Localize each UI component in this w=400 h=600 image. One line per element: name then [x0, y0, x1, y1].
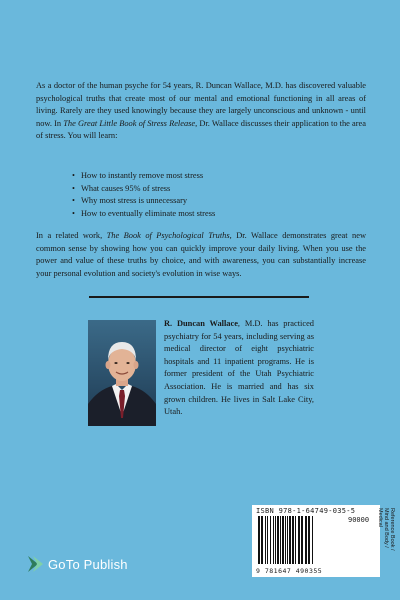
publisher-arrow-icon [24, 554, 44, 574]
isbn-label: ISBN 978-1-64749-035-5 [256, 507, 356, 515]
barcode-bar [265, 516, 266, 564]
barcode-bar [270, 516, 271, 564]
category-line: Reference Book / [389, 508, 395, 551]
learning-list-item: • How to eventually eliminate most stress [72, 208, 362, 221]
barcode-bar [282, 516, 284, 564]
learning-list-item: • How to instantly remove most stress [72, 170, 362, 183]
barcode-bar [312, 516, 313, 564]
learning-list [72, 170, 362, 220]
price-code: 90000 [348, 516, 370, 524]
barcode-bar [258, 516, 260, 564]
author-name: R. Duncan Wallace [164, 319, 238, 328]
ean-digits: 9 781647 490355 [256, 567, 323, 575]
barcode-bar [308, 516, 310, 564]
ean-barcode-bars [256, 516, 344, 566]
barcode-bar [301, 516, 303, 564]
related-text-end: , Dr. Wallace demonstrates great new common sense by showing how you can quickly improve your daily living. When you use the power and value of these truths by choice, and with awareness, you can substantially increase your personal evolution and society's evolution in wise ways. [36, 231, 366, 278]
related-work-paragraph [36, 230, 366, 280]
publisher-name: GoTo Publish [48, 556, 128, 572]
barcode-bar [285, 516, 286, 564]
related-book-title: The Book of Psychological Truths [106, 231, 230, 240]
learning-list-item: • Why most stress is unnecessary [72, 195, 362, 208]
intro-text-end: , Dr. Wallace discusses their application to the area of stress. You will learn: [36, 118, 366, 141]
barcode-bar [261, 516, 263, 564]
publisher-logo [24, 554, 128, 574]
barcode-bar [292, 516, 294, 564]
related-text-start: In a related work, [36, 231, 107, 240]
learning-list-item: • What causes 95% of stress [72, 183, 362, 196]
barcode-bar [280, 516, 281, 564]
category-label [377, 508, 397, 580]
author-photo [88, 320, 156, 426]
barcode-bar [305, 516, 307, 564]
intro-paragraph [36, 80, 366, 143]
barcode-bar [298, 516, 300, 564]
barcode-bar [267, 516, 268, 564]
section-divider [89, 296, 309, 298]
author-bio-text: , M.D. has practiced psychiatry for 54 years, including serving as medical director of eight psychiatric hospitals and 11 inpatient programs. He is former president of the Utah Psychiatric Association. He is married and has six grown children. He lives in Salt Lake City, Utah. [164, 319, 314, 417]
isbn-barcode [252, 505, 380, 577]
category-line: Mind and Body / [383, 508, 389, 548]
category-line: Medical [377, 508, 383, 527]
barcode-bar [287, 516, 288, 564]
barcode-bar [275, 516, 276, 564]
author-bio [164, 318, 314, 419]
barcode-bar [289, 516, 291, 564]
intro-text-start: As a doctor of the human psyche for 54 years, R. Duncan Wallace, M.D. has discovered valuable psychological truths that create most of our mental and emotional functioning in all areas of living. Rarely are they used knowingly because they are largely unconscious and unknown - until now. In [36, 81, 366, 128]
barcode-bar [277, 516, 279, 564]
intro-book-title: The Great Little Book of Stress Release [63, 118, 196, 128]
barcode-bar [295, 516, 296, 564]
barcode-bar [273, 516, 274, 564]
